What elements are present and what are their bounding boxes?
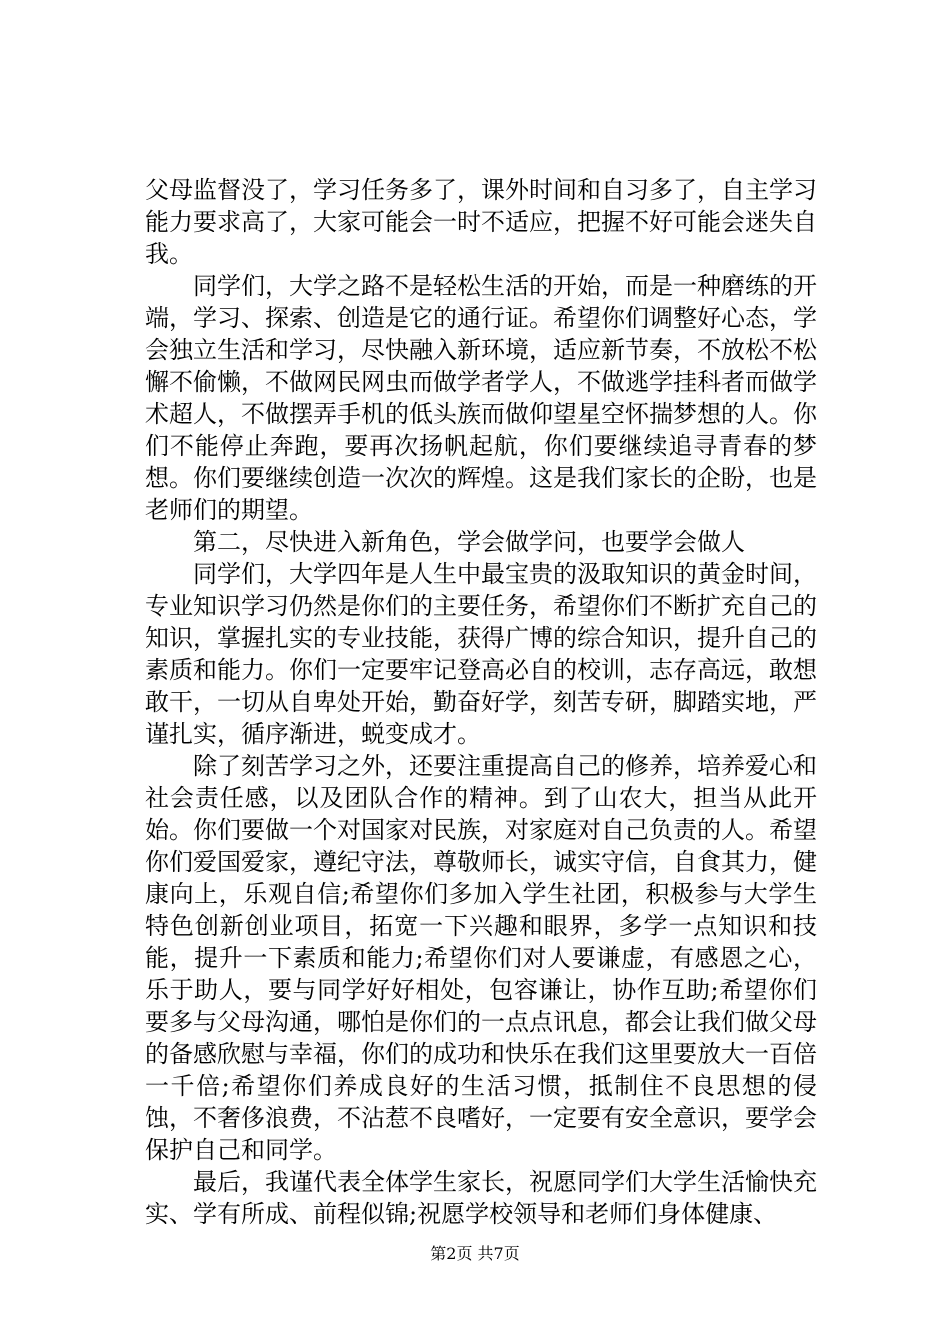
body-text xyxy=(145,174,817,1230)
section-heading: 第二，尽快进入新角色，学会做学问，也要学会做人 xyxy=(193,528,745,556)
paragraph: 同学们，大学四年是人生中最宝贵的汲取知识的黄金时间，专业知识学习仍然是你们的主要任务，希望你们不断扩充自己的知识，掌握扎实的专业技能，获得广博的综合知识，提升自己的素质和能力。你们一定要牢记登高必自的校训，志存高远，敢想敢干，一切从自卑处开始，勤奋好学，刻苦专研，脚踏实地，严谨扎实，循序渐进，蜕变成才。 xyxy=(145,560,817,748)
paragraph: 同学们，大学之路不是轻松生活的开始，而是一种磨练的开端，学习、探索、创造是它的通行证。希望你们调整好心态，学会独立生活和学习，尽快融入新环境，适应新节奏，不放松不松懈不偷懒，不做网民网虫而做学者学人，不做逃学挂科者而做学术超人，不做摆弄手机的低头族而做仰望星空怀揣梦想的人。你们不能停止奔跑，要再次扬帆起航，你们要继续追寻青春的梦想。你们要继续创造一次次的辉煌。这是我们家长的企盼，也是老师们的期望。 xyxy=(145,272,817,524)
paragraph: 除了刻苦学习之外，还要注重提高自己的修养，培养爱心和社会责任感，以及团队合作的精神。到了山农大，担当从此开始。你们要做一个对国家对民族，对家庭对自己负责的人。希望你们爱国爱家，遵纪守法，尊敬师长，诚实守信，自食其力，健康向上，乐观自信;希望你们多加入学生社团，积极参与大学生特色创新创业项目，拓宽一下兴趣和眼界，多学一点知识和技能，提升一下素质和能力;希望你们对人要谦虚，有感恩之心，乐于助人，要与同学好好相处，包容谦让，协作互助;希望你们要多与父母沟通，哪怕是你们的一点点讯息，都会让我们做父母的备感欣慰与幸福，你们的成功和快乐在我们这里要放大一百倍一千倍;希望你们养成良好的生活习惯，抵制住不良思想的侵蚀，不奢侈浪费，不沾惹不良嗜好，一定要有安全意识，要学会保护自己和同学。 xyxy=(145,752,817,1164)
paragraph: 最后，我谨代表全体学生家长，祝愿同学们大学生活愉快充实、学有所成、前程似锦;祝愿学校领导和老师们身体健康、 xyxy=(145,1168,817,1228)
paragraph: 父母监督没了，学习任务多了，课外时间和自习多了，自主学习能力要求高了，大家可能会一时不适应，把握不好可能会迷失自我。 xyxy=(145,176,817,268)
page-number-footer: 第2页 共7页 xyxy=(430,1244,520,1263)
